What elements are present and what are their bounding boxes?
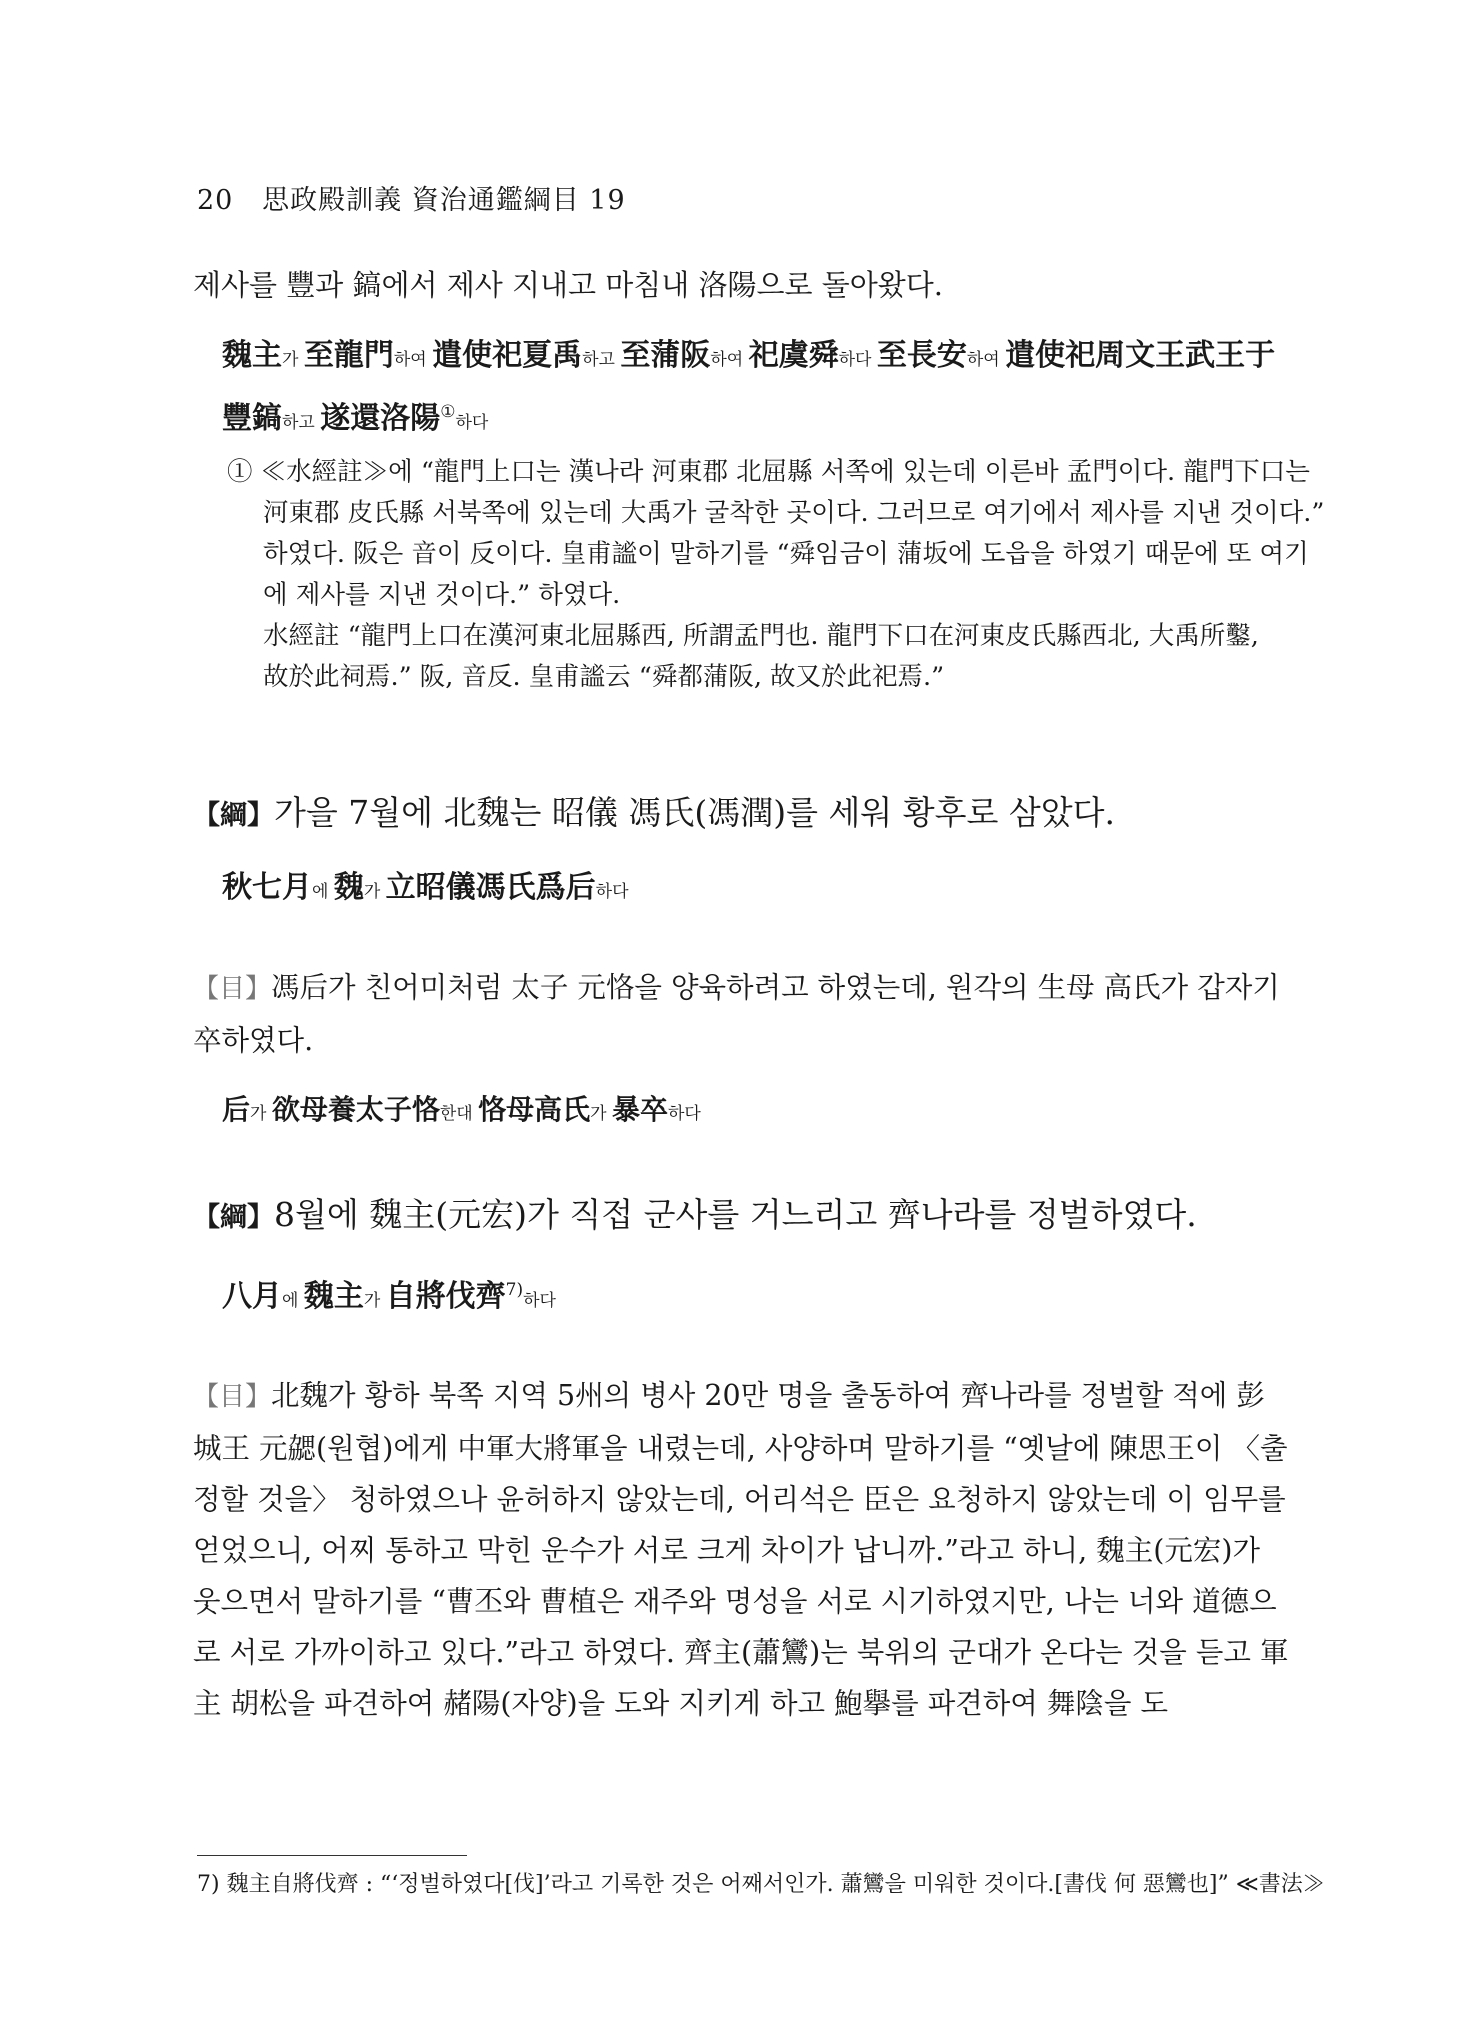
book-title: 思政殿訓義 資治通鑑綱目 19 [262, 185, 626, 216]
gang-tag: 【綱】 [193, 800, 274, 831]
footnote-7: 7) 魏主自將伐齊 : “‘정벌하였다[伐]’라고 기록한 것은 어째서인가. 蕭鸞을 미워한 것이다.[書伐 何 惡鸞也]” ≪書法≫ [197, 1872, 1325, 1897]
mok-paragraph-1: 【目】馮后가 친어미처럼 太子 元恪을 양육하려고 하였는데, 원각의 生母 高氏가 갑자기 卒하였다. [193, 971, 1280, 1057]
original-text-2: 秋七月에 魏가 立昭儀馮氏爲后하다 [222, 870, 629, 905]
page-number: 20 [197, 185, 234, 216]
footnote-marker: 7) [505, 1280, 524, 1300]
gang-heading-2: 【綱】8월에 魏主(元宏)가 직접 군사를 거느리고 齊나라를 정벌하였다. [193, 1195, 1197, 1234]
original-text-1: 魏主가 至龍門하여 遣使祀夏禹하고 至蒲阪하여 祀虞舜하다 至長安하여 遣使祀周文王武王于豐鎬하고 遂還洛陽①하다 [222, 338, 1276, 436]
annotation-korean: ① ≪水經註≫에 “龍門上口는 漢나라 河東郡 北屈縣 서쪽에 있는데 이른바 孟門이다. 龍門下口는 河東郡 皮氏縣 서북쪽에 있는데 大禹가 굴착한 곳이다. 그러므로 여기에서 제사를 지낸 것이다.” 하였다. 阪은 音이 反이다. 皇甫謐이 말하기를 “舜임금이 蒲坂에 도읍을 하였기 때문에 또 여기에 제사를 지낸 것이다.” 하였다. [227, 457, 1325, 610]
mok-tag: 【目】 [193, 974, 272, 1004]
mok-paragraph-2: 【目】北魏가 황하 북쪽 지역 5州의 병사 20만 명을 출동하여 齊나라를 정벌할 적에 彭城王 元勰(원협)에게 中軍大將軍을 내렸는데, 사양하며 말하기를 “옛날에 陳思王이 〈출정할 것을〉 청하였으나 윤허하지 않았는데, 어리석은 臣은 요청하지 않았는데 이 임무를 얻었으니, 어찌 통하고 막힌 운수가 서로 크게 차이가 납니까.”라고 하니, 魏主(元宏)가 웃으면서 말하기를 “曹丕와 曹植은 재주와 명성을 서로 시기하였지만, 나는 너와 道德으로 서로 가까이하고 있다.”라고 하였다. 齊主(蕭鸞)는 북위의 군대가 온다는 것을 듣고 軍主 胡松을 파견하여 赭陽(자양)을 도와 지키게 하고 鮑擧를 파견하여 舞陰을 도 [193, 1379, 1289, 1720]
footnote-divider [197, 1855, 467, 1856]
gang-heading-1: 【綱】가을 7월에 北魏는 昭儀 馮氏(馮潤)를 세워 황후로 삼았다. [193, 793, 1115, 832]
gang-tag: 【綱】 [193, 1202, 274, 1233]
original-text-4: 八月에 魏主가 自將伐齊$^{7)}$하다 [222, 1279, 556, 1314]
annotation-original: 水經註 “龍門上口在漢河東北屈縣西, 所謂孟門也. 龍門下口在河東皮氏縣西北, 大禹所鑿, 故於此祠焉.” 阪, 音反. 皇甫謐云 “舜都蒲阪, 故又於此祀焉.” [263, 621, 1259, 692]
original-text-3: 后가 欲母養太子恪한대 恪母高氏가 暴卒하다 [222, 1093, 701, 1126]
continued-translation: 제사를 豐과 鎬에서 제사 지내고 마침내 洛陽으로 돌아왔다. [193, 268, 944, 302]
note-marker: ① [440, 402, 456, 422]
mok-tag: 【目】 [193, 1382, 272, 1412]
running-header [197, 178, 626, 217]
